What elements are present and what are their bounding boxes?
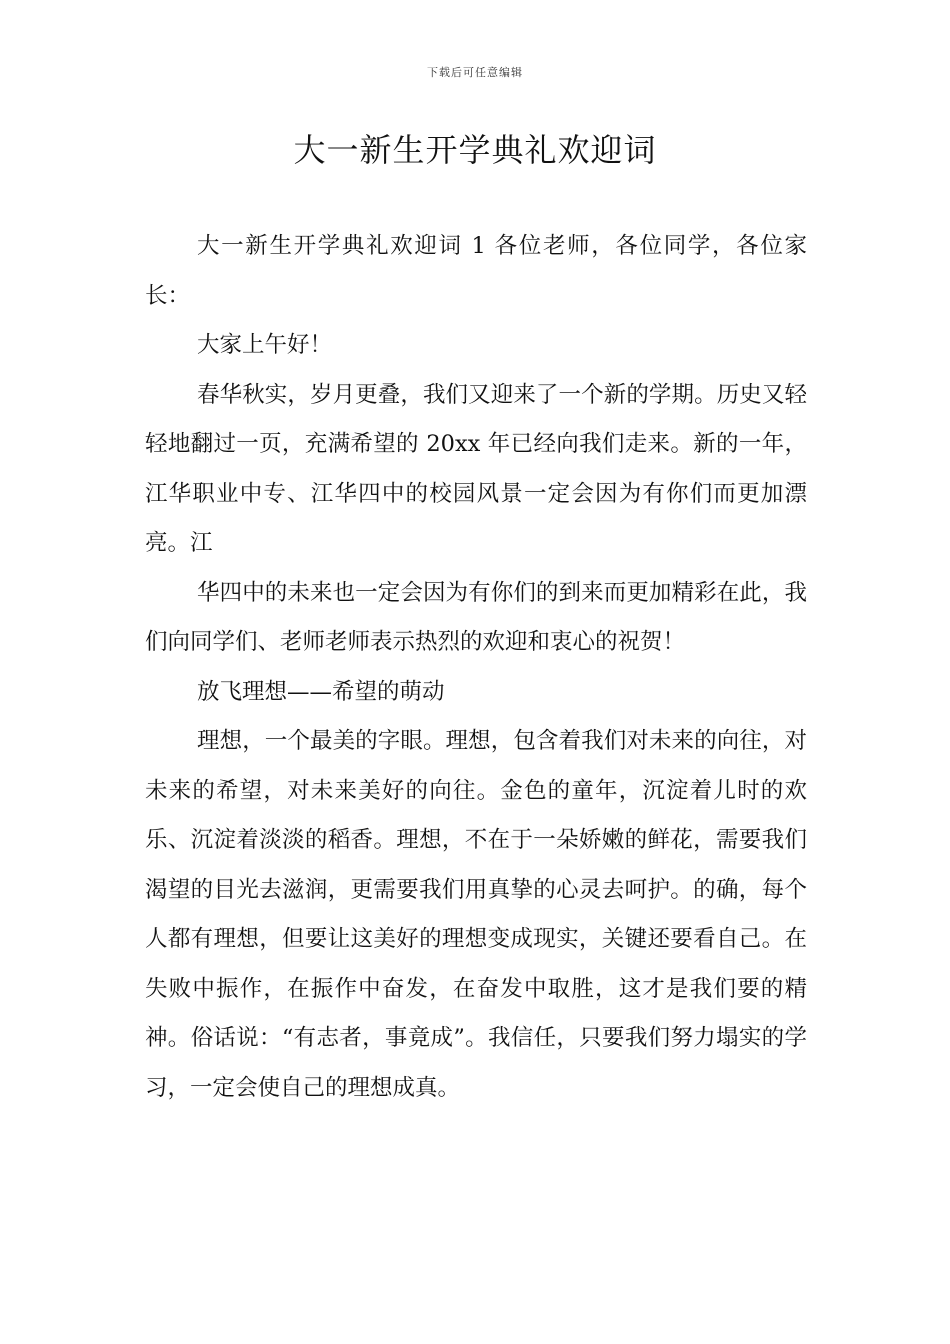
- paragraph: 春华秋实，岁月更叠，我们又迎来了一个新的学期。历史又轻轻地翻过一页，充满希望的 20xx 年已经向我们走来。新的一年，江华职业中专、江华四中的校园风景一定会因为有你们而更加漂亮。江: [145, 381, 807, 556]
- document-body: [145, 222, 807, 1113]
- document-title: 大一新生开学典礼欢迎词: [293, 131, 657, 169]
- paragraph: 理想，一个最美的字眼。理想，包含着我们对未来的向往，对未来的希望，对未来美好的向往。金色的童年，沉淀着儿时的欢乐、沉淀着淡淡的稻香。理想，不在于一朵娇嫩的鲜花，需要我们渴望的目光去滋润，更需要我们用真挚的心灵去呵护。的确，每个人都有理想，但要让这美好的理想变成现实，关键还要看自己。在失败中振作，在振作中奋发，在奋发中取胜，这才是我们要的精神。俗话说：“有志者，事竟成”。我信任，只要我们努力塌实的学习，一定会使自己的理想成真。: [145, 728, 807, 1101]
- paragraph: 大一新生开学典礼欢迎词 1 各位老师，各位同学，各位家长：: [145, 233, 807, 309]
- paragraph: 大家上午好！: [197, 332, 333, 358]
- paragraph: 华四中的未来也一定会因为有你们的到来而更加精彩在此，我们向同学们、老师老师表示热烈的欢迎和衷心的祝贺！: [145, 579, 807, 655]
- paragraph: 放飞理想——希望的萌动: [197, 678, 445, 705]
- header-note: 下载后可任意编辑: [427, 66, 523, 79]
